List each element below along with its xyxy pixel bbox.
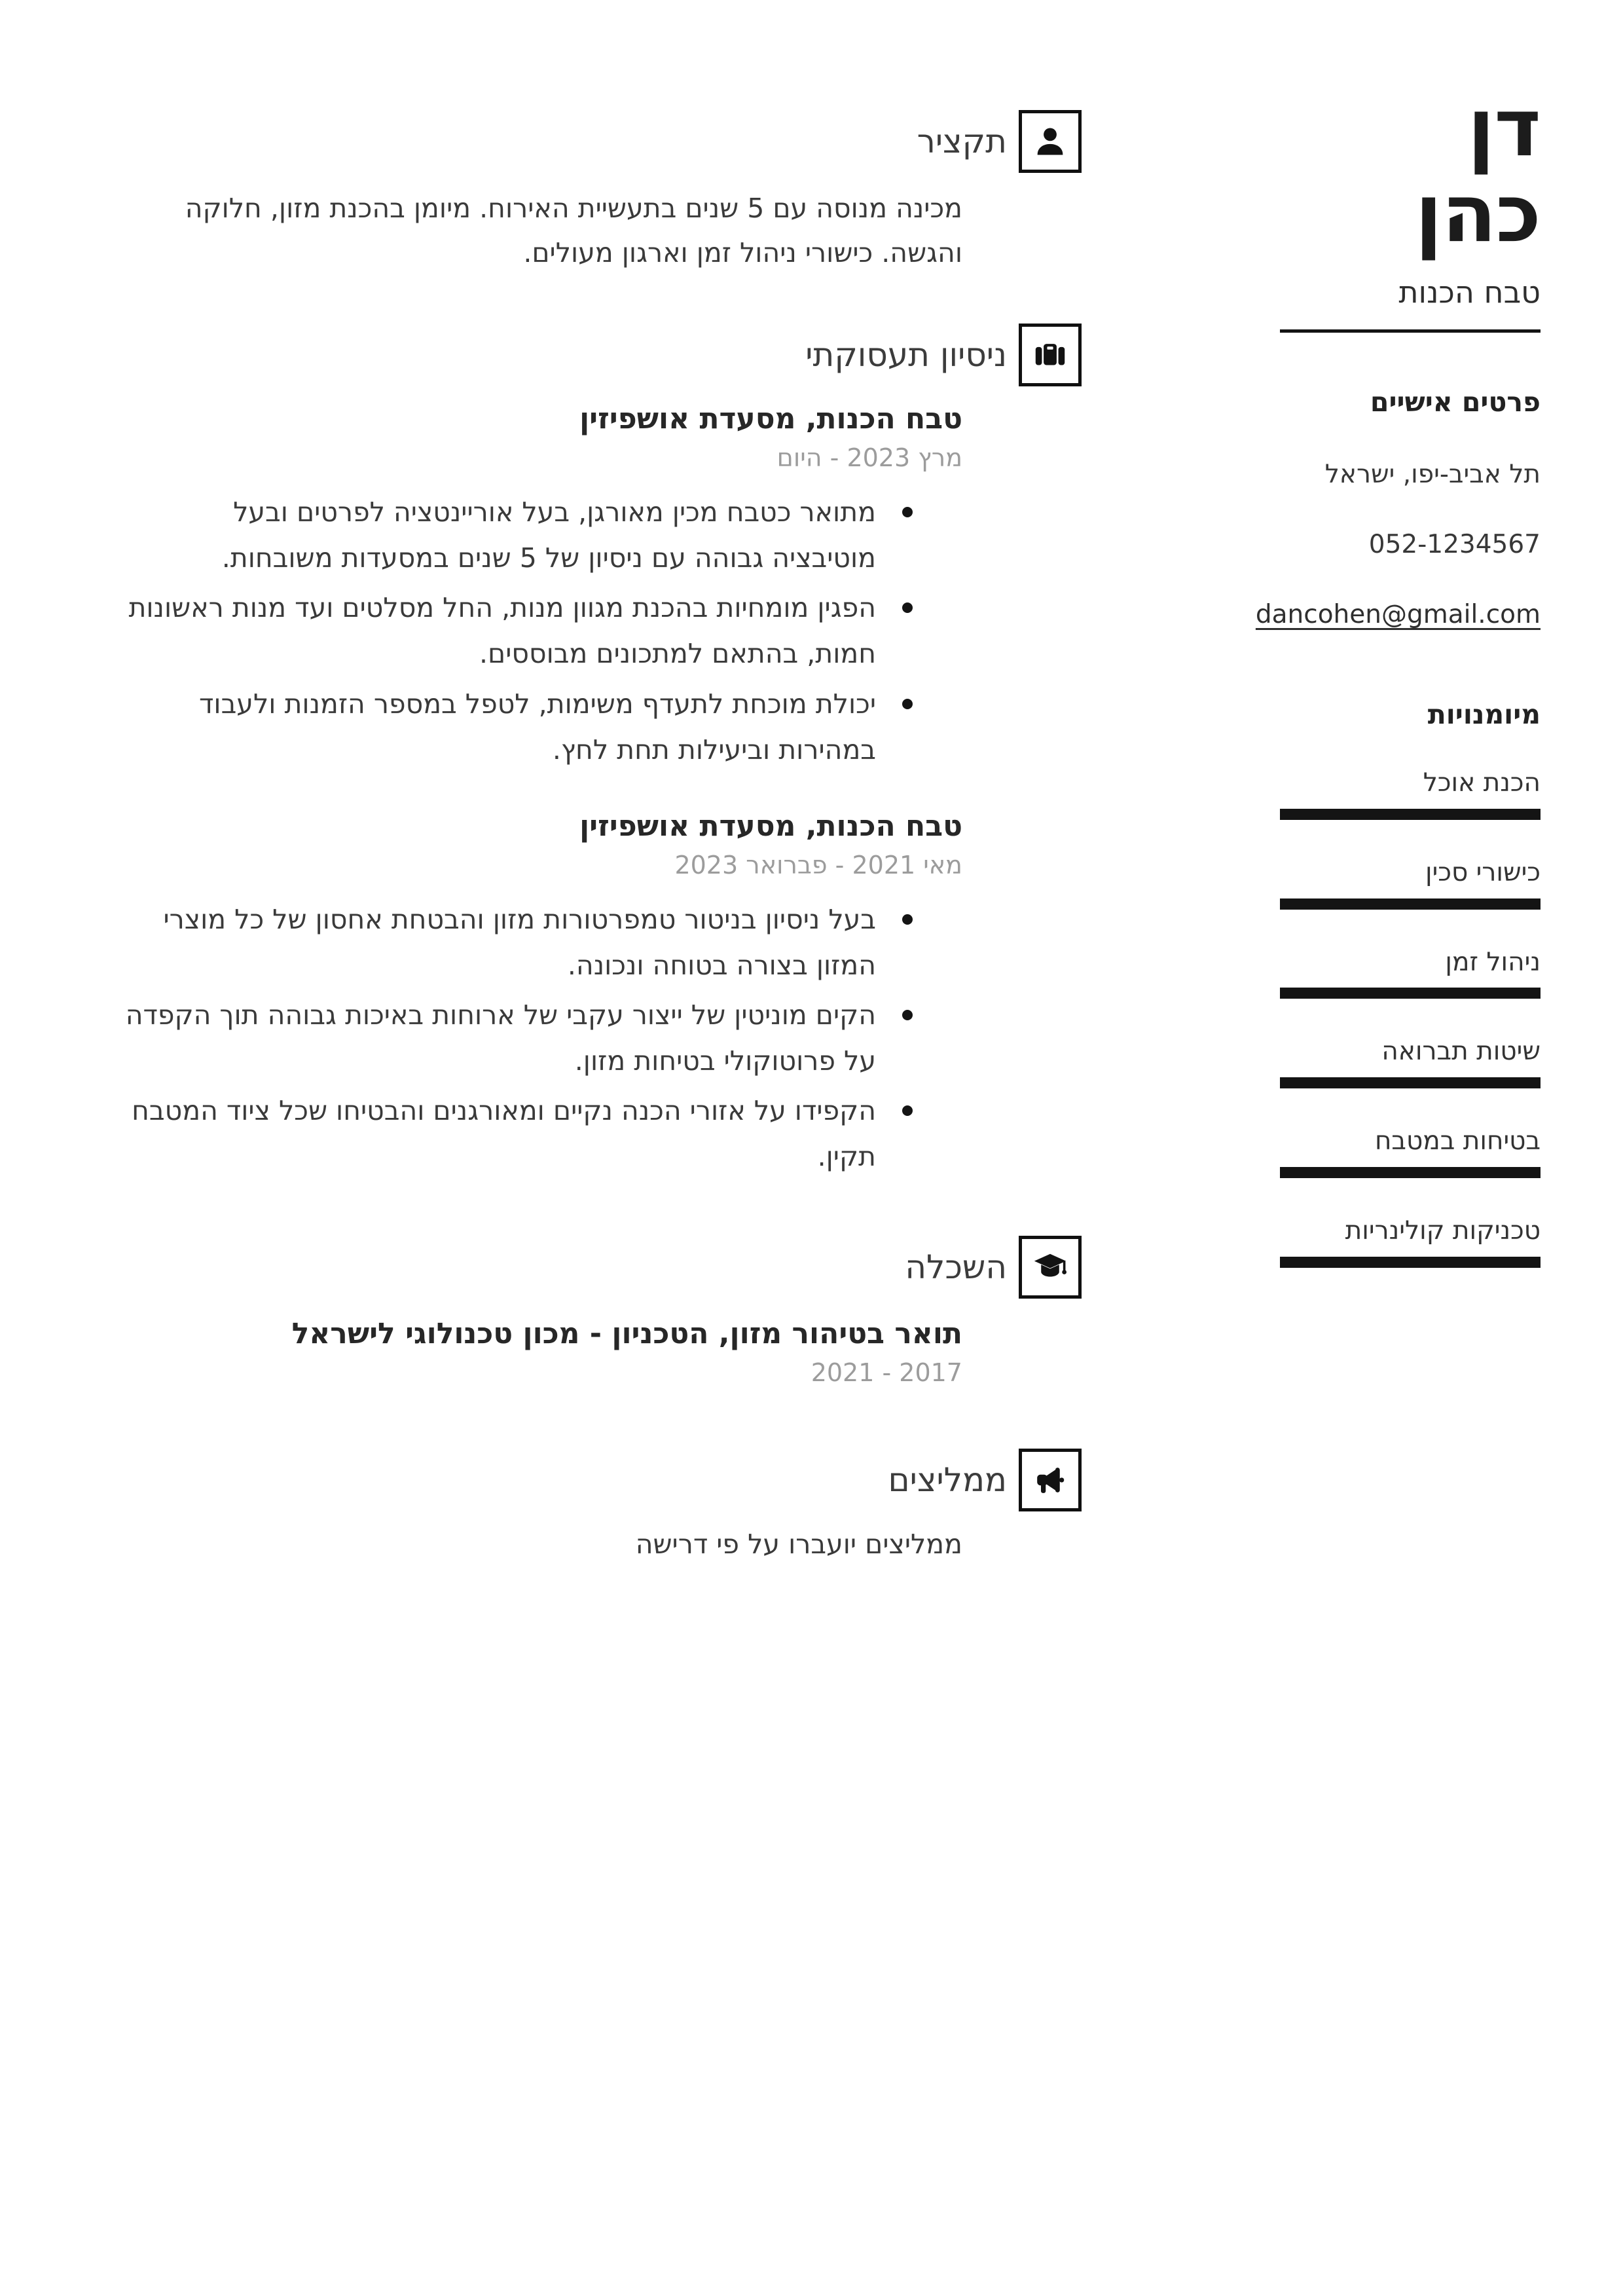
skill-bar bbox=[1280, 809, 1541, 820]
experience-section bbox=[121, 324, 1082, 1179]
skill-label: שיטות תברואה bbox=[1381, 1037, 1541, 1067]
skill-bar bbox=[1280, 1077, 1541, 1088]
skill-item bbox=[1280, 1216, 1541, 1268]
candidate-first-name: דן bbox=[1467, 81, 1541, 174]
skills-section bbox=[1280, 699, 1541, 1268]
skill-label: טכניקות קולינריות bbox=[1345, 1216, 1541, 1246]
person-icon bbox=[1019, 110, 1082, 173]
skill-label: ניהול זמן bbox=[1445, 947, 1541, 977]
references-title: ממליצים bbox=[888, 1461, 1007, 1500]
job-bullet: בעל ניסיון בניטור טמפרטורות מזון והבטחת אחסון של כל מוצרי המזון בצורה בטוחה ונכונה. bbox=[121, 897, 876, 988]
sidebar bbox=[1255, 0, 1541, 1268]
job-bullet: מתואר כטבח מכין מאורגן, בעל אוריינטציה לפרטים ובעל מוטיבציה גבוהה עם ניסיון של 5 שנים במסעדות משובחות. bbox=[121, 489, 876, 581]
references-section bbox=[121, 1449, 1082, 1560]
personal-details-section bbox=[1255, 386, 1541, 630]
degree-text: תואר בטיהור מזון, הטכניון - מכון טכנולוגי לישראל bbox=[291, 1317, 962, 1351]
references-header bbox=[121, 1449, 1082, 1511]
job-bullet: הפגין מומחיות בהכנת מגוון מנות, החל מסלטים ועד מנות ראשונות חמות, בהתאם למתכונים מבוססים. bbox=[121, 585, 876, 676]
job-bullet: יכולת מוכחת לתעדף משימות, לטפל במספר הזמנות ולעבוד במהירות וביעילות תחת לחץ. bbox=[121, 681, 876, 773]
skill-label: בטיחות במטבח bbox=[1374, 1126, 1541, 1157]
job-bullet: הקים מוניטין של ייצור עקבי של ארוחות באיכות גבוהה תוך הקפדה על פרוטוקולי בטיחות מזון. bbox=[121, 992, 876, 1084]
education-header bbox=[121, 1236, 1082, 1299]
summary-header bbox=[121, 110, 1082, 173]
skill-bar bbox=[1280, 898, 1541, 910]
email-link[interactable]: dancohen@gmail.com bbox=[1255, 600, 1541, 630]
job-dates: מרץ 2023 - היום bbox=[776, 443, 962, 473]
skill-item bbox=[1280, 1126, 1541, 1178]
phone-number: 052-1234567 bbox=[1368, 530, 1541, 560]
summary-title: תקציר bbox=[917, 122, 1007, 160]
personal-details-heading: פרטים אישיים bbox=[1370, 386, 1541, 418]
summary-section bbox=[121, 110, 1082, 275]
candidate-name bbox=[1280, 81, 1541, 260]
skill-bar bbox=[1280, 1167, 1541, 1178]
job-bullets bbox=[121, 897, 876, 1180]
candidate-job-title: טבח הכנות bbox=[1398, 274, 1541, 310]
education-section bbox=[121, 1236, 1082, 1387]
experience-title: ניסיון תעסוקתי bbox=[805, 336, 1007, 375]
references-text: ממליצים יועברו על פי דרישה bbox=[635, 1528, 962, 1561]
experience-header bbox=[121, 324, 1082, 386]
job-bullet: הקפידו על אזורי הכנה נקיים ומאורגנים והבטיחו שכל ציוד המטבח תקין. bbox=[121, 1088, 876, 1179]
job-dates: מאי 2021 - פברואר 2023 bbox=[674, 850, 962, 880]
skill-label: כישורי סכין bbox=[1425, 857, 1541, 887]
job-title-company: טבח הכנות, מסעדת אושפיזין bbox=[579, 809, 962, 843]
skills-heading: מיומנויות bbox=[1427, 699, 1541, 731]
skill-item bbox=[1280, 768, 1541, 820]
education-dates: 2017 - 2021 bbox=[811, 1358, 962, 1388]
main-column bbox=[121, 0, 1082, 1560]
skill-bar bbox=[1280, 988, 1541, 999]
skill-bar bbox=[1280, 1257, 1541, 1268]
skill-item bbox=[1280, 1037, 1541, 1088]
skill-label: הכנת אוכל bbox=[1423, 768, 1541, 798]
job-bullets bbox=[121, 489, 876, 773]
education-title: השכלה bbox=[905, 1248, 1007, 1287]
skill-item bbox=[1280, 948, 1541, 999]
sidebar-divider bbox=[1280, 329, 1541, 333]
briefcase-icon bbox=[1019, 324, 1082, 386]
candidate-last-name: כהן bbox=[1415, 166, 1541, 260]
graduation-cap-icon bbox=[1019, 1236, 1082, 1299]
location-text: תל אביב-יפו, ישראל bbox=[1324, 460, 1541, 490]
job-entry bbox=[121, 809, 962, 1180]
email-row bbox=[1255, 600, 1541, 630]
job-entry bbox=[121, 402, 962, 773]
summary-text: מכינה מנוסה עם 5 שנים בתעשיית האירוח. מיומן בהכנת מזון, חלוקה והגשה. כישורי ניהול זמן וארגון מעולים. bbox=[185, 193, 962, 269]
job-title-company: טבח הכנות, מסעדת אושפיזין bbox=[579, 402, 962, 436]
skill-item bbox=[1280, 858, 1541, 910]
megaphone-icon bbox=[1019, 1449, 1082, 1511]
